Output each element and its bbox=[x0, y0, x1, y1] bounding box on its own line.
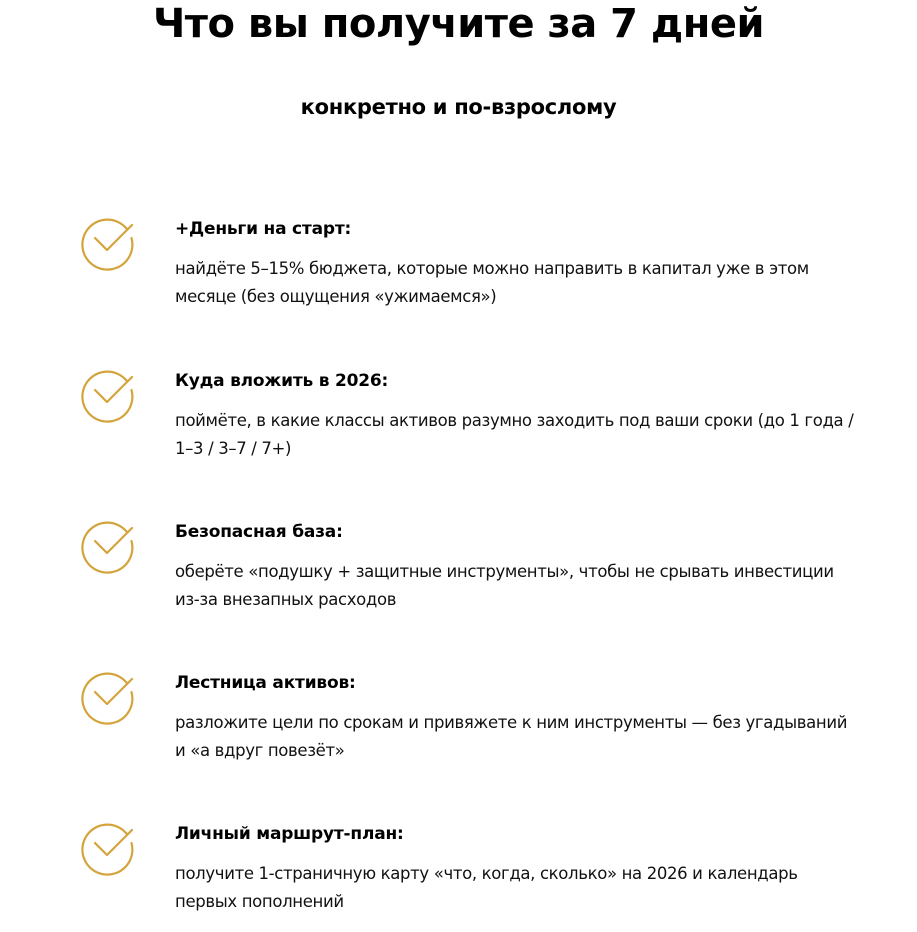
check-circle-icon bbox=[80, 671, 136, 727]
benefit-item bbox=[80, 369, 860, 479]
check-circle-icon bbox=[80, 369, 136, 425]
page-subtitle: конкретно и по-взрослому bbox=[300, 95, 617, 119]
benefit-description: поймёте, в какие классы активов разумно заходить под ваши сроки (до 1 года / 1–3 / 3–7 / 7+) bbox=[175, 411, 854, 458]
benefit-title: Безопасная база: bbox=[175, 522, 343, 542]
benefit-description: найдёте 5–15% бюджета, которые можно направить в капитал уже в этом месяце (без ощущения «ужимаемся») bbox=[175, 259, 809, 306]
benefit-description: оберёте «подушку + защитные инструменты», чтобы не срывать инвестиции из-за внезапных расходов bbox=[175, 562, 834, 609]
benefit-title: Лестница активов: bbox=[175, 673, 356, 693]
benefit-title: Куда вложить в 2026: bbox=[175, 371, 389, 391]
benefit-title: Личный маршрут-план: bbox=[175, 824, 404, 844]
benefit-item bbox=[80, 822, 860, 932]
check-circle-icon bbox=[80, 520, 136, 576]
benefit-item bbox=[80, 671, 860, 781]
benefit-title: +Деньги на старт: bbox=[175, 219, 352, 239]
benefit-description: получите 1-страничную карту «что, когда, сколько» на 2026 и календарь первых пополнений bbox=[175, 864, 798, 911]
benefit-item bbox=[80, 217, 860, 327]
benefit-item bbox=[80, 520, 860, 630]
benefit-description: разложите цели по срокам и привяжете к ним инструменты — без угадываний и «а вдруг повезёт» bbox=[175, 713, 848, 760]
check-circle-icon bbox=[80, 217, 136, 273]
page-title: Что вы получите за 7 дней bbox=[152, 1, 765, 47]
check-circle-icon bbox=[80, 822, 136, 878]
